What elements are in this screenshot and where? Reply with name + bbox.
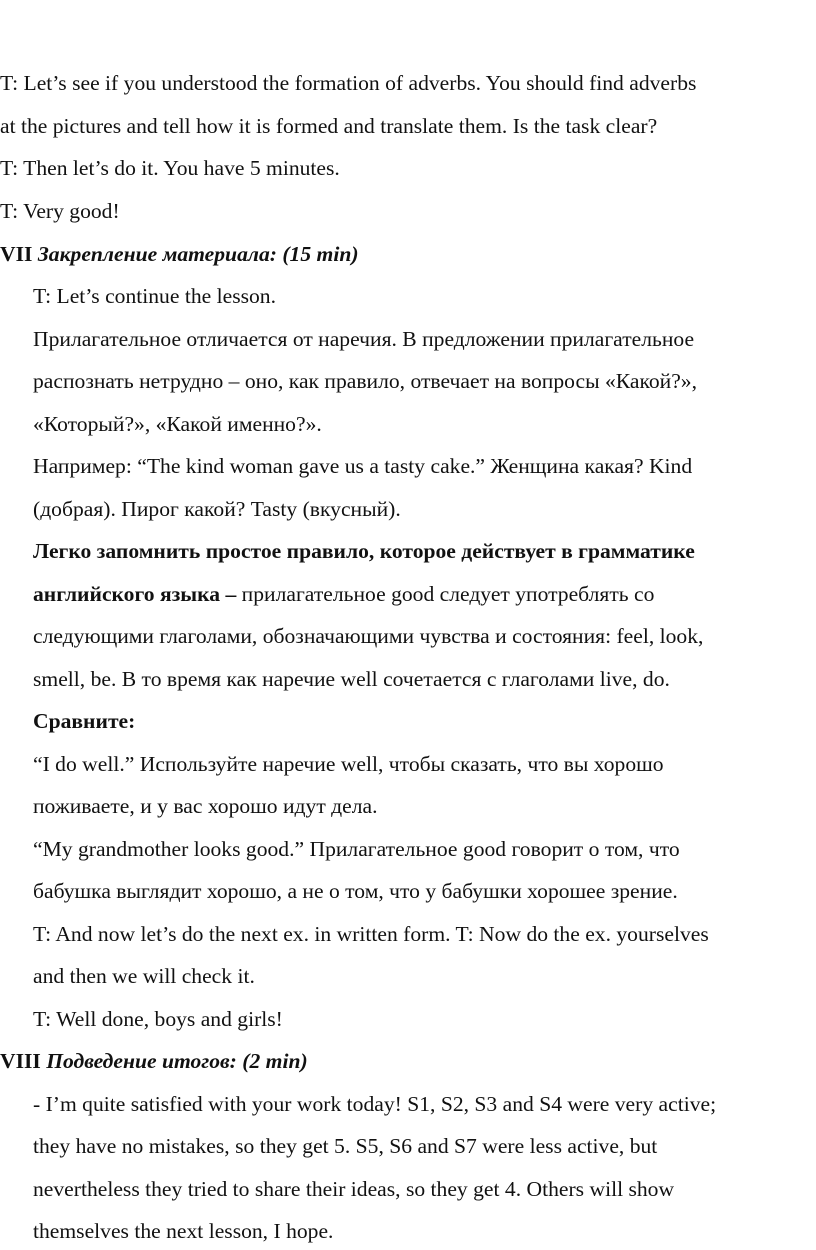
text-line: T: Very good!	[0, 199, 120, 223]
section-title: Подведение итогов: (2 min)	[46, 1049, 308, 1073]
text-line: - I’m quite satisfied with your work today! S1, S2, S3 and S4 were very active;	[33, 1092, 717, 1116]
section-heading-vii	[0, 241, 359, 267]
text-line: themselves the next lesson, I hope.	[33, 1219, 334, 1243]
text-line	[33, 581, 654, 607]
text-line: T: And now let’s do the next ex. in written form. T: Now do the ex. yourselves	[33, 922, 709, 946]
rule-heading-end: английского языка –	[33, 582, 237, 606]
text-line: “I do well.” Используйте наречие well, чтобы сказать, что вы хорошо	[33, 752, 664, 776]
compare-heading: Сравните:	[33, 709, 136, 733]
section-heading-viii	[0, 1048, 308, 1074]
text-line: T: Then let’s do it. You have 5 minutes.	[0, 156, 340, 180]
rule-text: прилагательное good следует употреблять со	[236, 582, 655, 606]
text-line: smell, be. В то время как наречие well сочетается с глаголами live, do.	[33, 667, 670, 691]
text-line: they have no mistakes, so they get 5. S5, S6 and S7 were less active, but	[33, 1134, 658, 1158]
text-line: and then we will check it.	[33, 964, 255, 988]
section-title: Закрепление материала: (15 min)	[37, 242, 359, 266]
text-line: «Который?», «Какой именно?».	[33, 412, 322, 436]
text-line: “My grandmother looks good.” Прилагательное good говорит о том, что	[33, 837, 680, 861]
text-line: распознать нетрудно – оно, как правило, отвечает на вопросы «Какой?»,	[33, 369, 697, 393]
rule-heading: Легко запомнить простое правило, которое действует в грамматике	[33, 539, 695, 563]
text-line: поживаете, и у вас хорошо идут дела.	[33, 794, 378, 818]
text-line: бабушка выглядит хорошо, а не о том, что у бабушки хорошее зрение.	[33, 879, 678, 903]
text-line: Например: “The kind woman gave us a tasty cake.” Женщина какая? Kind	[33, 454, 693, 478]
section-number: VII	[0, 242, 33, 266]
text-line: Прилагательное отличается от наречия. В предложении прилагательное	[33, 327, 695, 351]
text-line: nevertheless they tried to share their ideas, so they get 4. Others will show	[33, 1177, 675, 1201]
text-line: (добрая). Пирог какой? Tasty (вкусный).	[33, 497, 401, 521]
text-line: at the pictures and tell how it is formed and translate them. Is the task clear?	[0, 114, 658, 138]
text-line: T: Let’s continue the lesson.	[33, 284, 277, 308]
text-line: следующими глаголами, обозначающими чувства и состояния: feel, look,	[33, 624, 704, 648]
text-line: T: Let’s see if you understood the formation of adverbs. You should find adverbs	[0, 71, 697, 95]
text-line: T: Well done, boys and girls!	[33, 1007, 283, 1031]
section-number: VIII	[0, 1049, 41, 1073]
